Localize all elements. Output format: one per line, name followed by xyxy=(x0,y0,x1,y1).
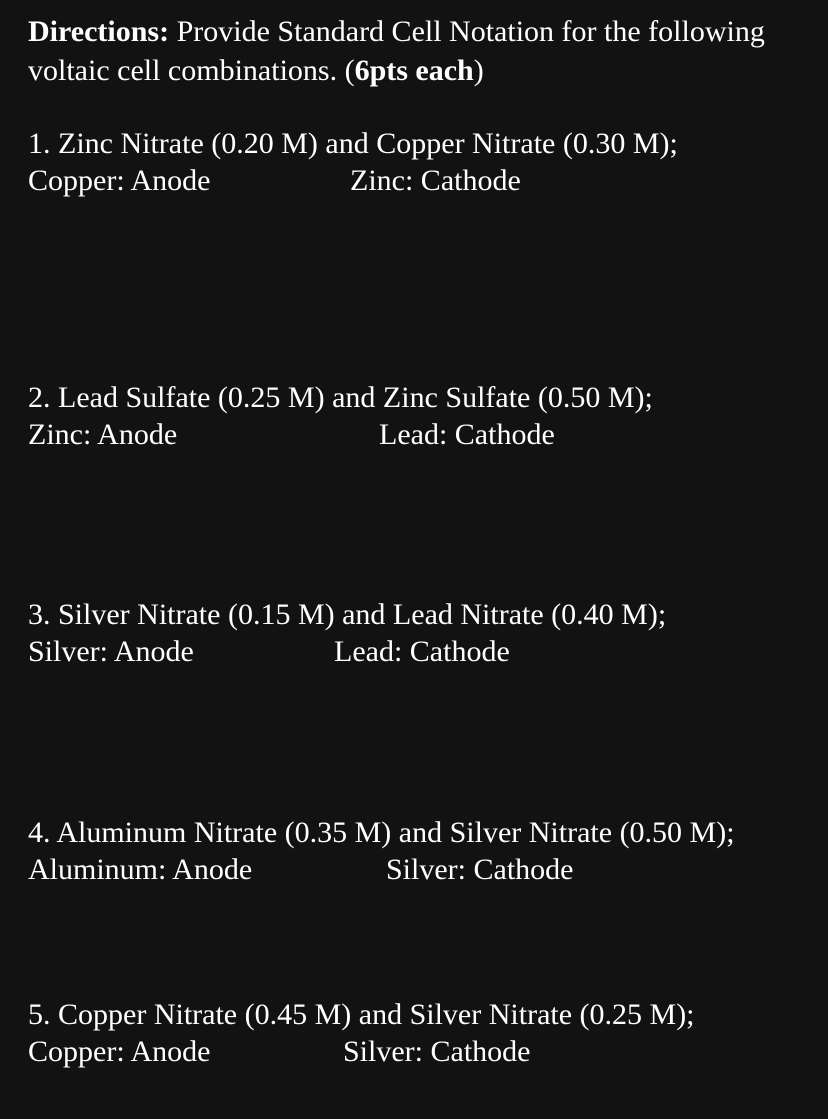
problem-4 xyxy=(28,814,818,888)
cathode-label: Silver: Cathode xyxy=(386,853,574,886)
cathode-label: Silver: Cathode xyxy=(343,1035,531,1068)
problem-statement: 1. Zinc Nitrate (0.20 M) and Copper Nitrate (0.30 M); xyxy=(28,127,678,160)
anode-label: Silver: Anode xyxy=(28,635,194,668)
points-label: 6pts each xyxy=(354,54,474,87)
anode-label: Aluminum: Anode xyxy=(28,853,253,886)
cathode-label: Lead: Cathode xyxy=(334,635,510,668)
directions-close: ) xyxy=(473,54,484,87)
cathode-label: Lead: Cathode xyxy=(379,418,555,451)
problem-3 xyxy=(28,596,818,670)
anode-label: Copper: Anode xyxy=(28,1035,211,1068)
electrode-roles xyxy=(28,633,818,670)
electrode-roles xyxy=(28,416,818,453)
problem-statement: 2. Lead Sulfate (0.25 M) and Zinc Sulfate (0.50 M); xyxy=(28,381,653,414)
directions-label: Directions: xyxy=(28,15,170,48)
electrode-roles xyxy=(28,851,818,888)
problem-statement: 3. Silver Nitrate (0.15 M) and Lead Nitrate (0.40 M); xyxy=(28,598,667,631)
directions-text: Provide Standard Cell Notation for the following voltaic cell combinations. ( xyxy=(28,15,765,87)
electrode-roles xyxy=(28,1033,818,1070)
anode-label: Copper: Anode xyxy=(28,164,211,197)
directions-paragraph xyxy=(28,12,818,90)
problem-1 xyxy=(28,125,818,199)
problem-statement: 4. Aluminum Nitrate (0.35 M) and Silver Nitrate (0.50 M); xyxy=(28,816,735,849)
anode-label: Zinc: Anode xyxy=(28,418,178,451)
problem-statement: 5. Copper Nitrate (0.45 M) and Silver Nitrate (0.25 M); xyxy=(28,998,695,1031)
problem-2 xyxy=(28,379,818,453)
problem-5 xyxy=(28,996,818,1070)
cathode-label: Zinc: Cathode xyxy=(350,164,521,197)
electrode-roles xyxy=(28,162,818,199)
